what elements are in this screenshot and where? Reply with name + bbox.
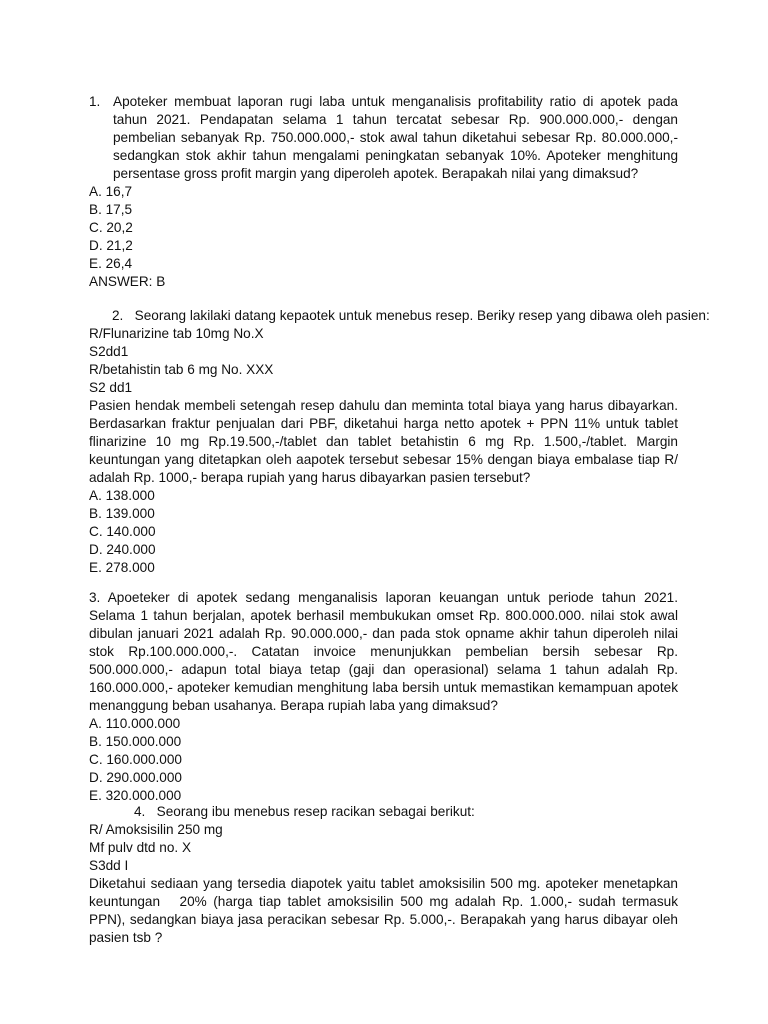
question-2-option-b: B. 139.000: [89, 506, 155, 521]
question-2-option-d: D. 240.000: [89, 542, 156, 557]
question-1-stem: [89, 93, 678, 183]
question-1-option-d: D. 21,2: [89, 238, 133, 253]
question-1-option-e: E. 26,4: [89, 256, 133, 271]
question-3-option-a: A. 110.000.000: [89, 716, 181, 731]
question-1: [89, 93, 678, 291]
question-2-heading: 2. Seorang lakilaki datang kepaotek untuk menebus resep. Beriky resep yang dibawa oleh pasien:: [112, 308, 710, 323]
question-2: [89, 307, 710, 577]
question-1-option-b: B. 17,5: [89, 202, 133, 217]
question-3-option-c: C. 160.000.000: [89, 752, 182, 767]
question-3-option-b: B. 150.000.000: [89, 734, 182, 749]
question-3-option-d: D. 290.000.000: [89, 770, 182, 785]
question-2-option-a: A. 138.000: [89, 488, 155, 503]
question-2-option-e: E. 278.000: [89, 560, 155, 575]
question-2-rx-line: R/Flunarizine tab 10mg No.X: [89, 326, 264, 341]
question-4-rx-line: R/ Amoksisilin 250 mg: [89, 822, 223, 837]
question-4-text: Diketahui sediaan yang tersedia diapotek yaitu tablet amoksisilin 500 mg. apoteker menetapkan keuntungan 20% (harga tiap tablet amoksisilin 500 mg adalah Rp. 1.000,- sudah termasuk PPN), sedangkan biaya jasa peracikan sebesar Rp. 5.000,-. Berapakah yang harus dibayar oleh pasien tsb ?: [89, 876, 682, 945]
question-2-option-c: C. 140.000: [89, 524, 156, 539]
question-4-rx-line: S3dd I: [89, 858, 129, 873]
question-3-text: 3. Apoeteker di apotek sedang menganalisis laporan keuangan untuk periode tahun 2021. Selama 1 tahun berjalan, apotek berhasil membukukan omset Rp. 800.000.000. nilai stok awal dibulan januari 2021 adalah Rp. 90.000.000,- dan pada stok opname akhir tahun diperoleh nilai stok Rp.100.000.000,-. Catatan invoice menunjukkan pembelian bersih sebesar Rp. 500.000.000,- adapun total biaya tetap (gaji dan operasional) selama 1 tahun adalah Rp. 160.000.000,- apoteker kemudian menghitung laba bersih untuk memastikan kemampuan apotek menanggung beban usahanya. Berapa rupiah laba yang dimaksud?: [89, 590, 678, 713]
question-2-rx-line: S2 dd1: [89, 380, 133, 395]
question-1-option-c: C. 20,2: [89, 220, 133, 235]
question-1-option-a: A. 16,7: [89, 184, 133, 199]
question-2-rx-line: S2dd1: [89, 344, 129, 359]
question-1-answer: ANSWER: B: [89, 274, 166, 289]
question-3: [89, 589, 678, 805]
question-3-option-e: E. 320.000.000: [89, 788, 182, 803]
question-4: [89, 803, 682, 947]
question-1-text: Apoteker membuat laporan rugi laba untuk menganalisis profitability ratio di apotek pada tahun 2021. Pendapatan selama 1 tahun tercatat sebesar Rp. 900.000.000,- dengan pembelian sebanyak Rp. 750.000.000,- stok awal tahun diketahui sebesar Rp. 80.000.000,- sedangkan stok akhir tahun mengalami peningkatan sebanyak 10%. Apoteker menghitung persentase gross profit margin yang diperoleh apotek. Berapakah nilai yang dimaksud?: [113, 94, 678, 181]
question-1-number: 1.: [89, 94, 101, 109]
question-4-rx-line: Mf pulv dtd no. X: [89, 840, 192, 855]
question-2-text: Pasien hendak membeli setengah resep dahulu dan meminta total biaya yang harus dibayarkan. Berdasarkan fraktur penjualan dari PBF, diketahui harga netto apotek + PPN 11% untuk tablet flinarizine 10 mg Rp.19.500,-/tablet dan tablet betahistin 6 mg Rp. 1.500,-/tablet. Margin keuntungan yang ditetapkan oleh aapotek tersebut sebesar 15% dengan biaya embalase tiap R/ adalah Rp. 1000,- berapa rupiah yang harus dibayarkan pasien tersebut?: [89, 398, 678, 485]
question-4-heading: 4. Seorang ibu menebus resep racikan sebagai berikut:: [134, 804, 475, 819]
question-2-rx-line: R/betahistin tab 6 mg No. XXX: [89, 362, 274, 377]
